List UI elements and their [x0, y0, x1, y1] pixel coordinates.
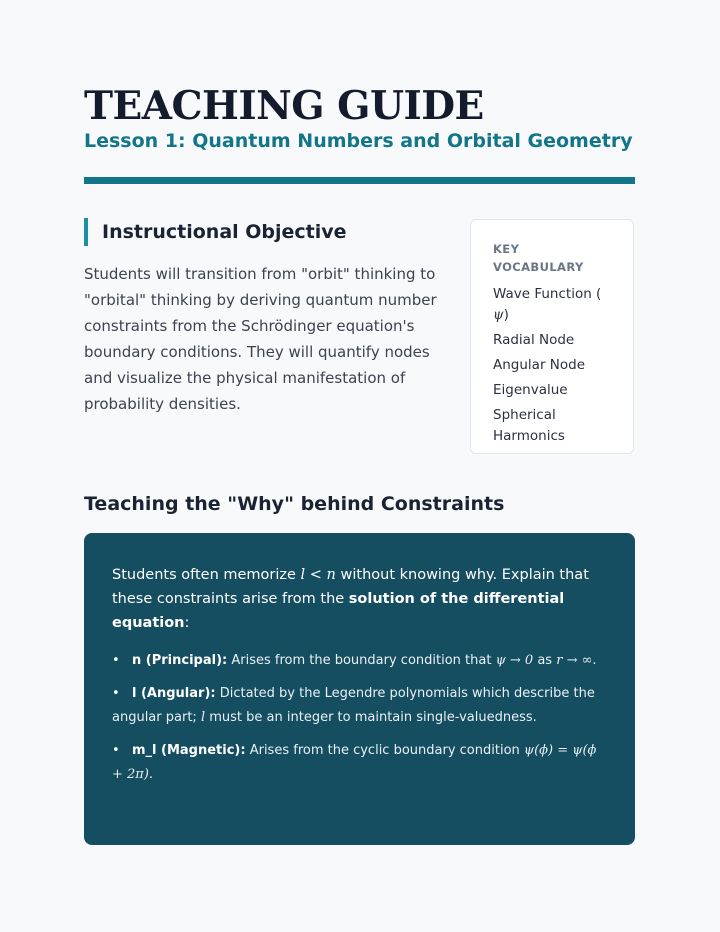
constraint-text: .: [592, 653, 597, 668]
constraint-text: Arises from the cyclic boundary condition: [245, 743, 524, 758]
bullet-icon: •: [112, 743, 120, 758]
intro-bold: solution of the differential equation: [112, 591, 565, 631]
constraint-text: as: [533, 653, 557, 668]
why-constraints-box: [84, 533, 635, 845]
vocabulary-list: [493, 284, 611, 447]
lesson-subtitle: Lesson 1: Quantum Numbers and Orbital Geometry: [84, 130, 633, 152]
vocab-item-angular-node: Angular Node: [493, 357, 586, 373]
constraint-item-angular: [112, 682, 607, 730]
intro-text-mid: without knowing why. Explain that these constraints arise from the: [112, 567, 589, 607]
constraint-math: r → ∞: [556, 653, 593, 668]
constraint-text: must be an integer to maintain single-valuedness.: [205, 710, 537, 725]
bullet-icon: •: [112, 653, 120, 668]
intro-math: l < n: [300, 567, 336, 583]
why-section-heading: Teaching the "Why" behind Constraints: [84, 493, 505, 515]
intro-text-end: :: [184, 615, 190, 631]
intro-text: Students often memorize: [112, 567, 301, 583]
vocab-item-suffix: ): [503, 307, 509, 323]
constraint-math: ψ(ϕ) = ψ(ϕ + 2π): [112, 743, 597, 782]
vocab-item-label: Wave Function (: [493, 286, 602, 302]
constraint-text: .: [148, 767, 154, 782]
constraint-term: l (Angular):: [132, 686, 216, 701]
title-divider: [84, 177, 635, 184]
vocab-item-eigenvalue: Eigenvalue: [493, 382, 568, 398]
constraint-text: Dictated by the Legendre polynomials which describe the angular part;: [112, 686, 595, 725]
vocab-item-spherical-harmonics: Spherical Harmonics: [493, 407, 565, 444]
vocab-item-radial-node: Radial Node: [493, 332, 575, 348]
page-title: TEACHING GUIDE: [84, 83, 484, 129]
constraint-item-magnetic: [112, 739, 607, 787]
constraint-item-principal: [112, 649, 607, 673]
psi-symbol: ψ: [493, 307, 504, 323]
constraint-text: Arises from the boundary condition that: [227, 653, 496, 668]
vocabulary-title: KEY VOCABULARY: [493, 242, 584, 274]
bullet-icon: •: [112, 686, 120, 701]
constraint-math: ψ → 0: [495, 653, 534, 668]
key-vocabulary-card: [470, 219, 634, 454]
objective-heading: Instructional Objective: [84, 218, 347, 246]
vocab-item-wave-function: [493, 284, 611, 326]
constraint-math: l: [200, 710, 206, 725]
objective-text: Students will transition from "orbit" thinking to "orbital" thinking by deriving quantum number constraints from the Schrödinger equation's boundary conditions. They will quantify nodes and visualize the physical manifestation of probability densities.: [84, 265, 437, 413]
constraints-list: [112, 649, 607, 787]
constraint-term: m_l (Magnetic):: [132, 743, 246, 758]
constraint-term: n (Principal):: [132, 653, 228, 668]
why-intro-paragraph: [112, 563, 607, 635]
